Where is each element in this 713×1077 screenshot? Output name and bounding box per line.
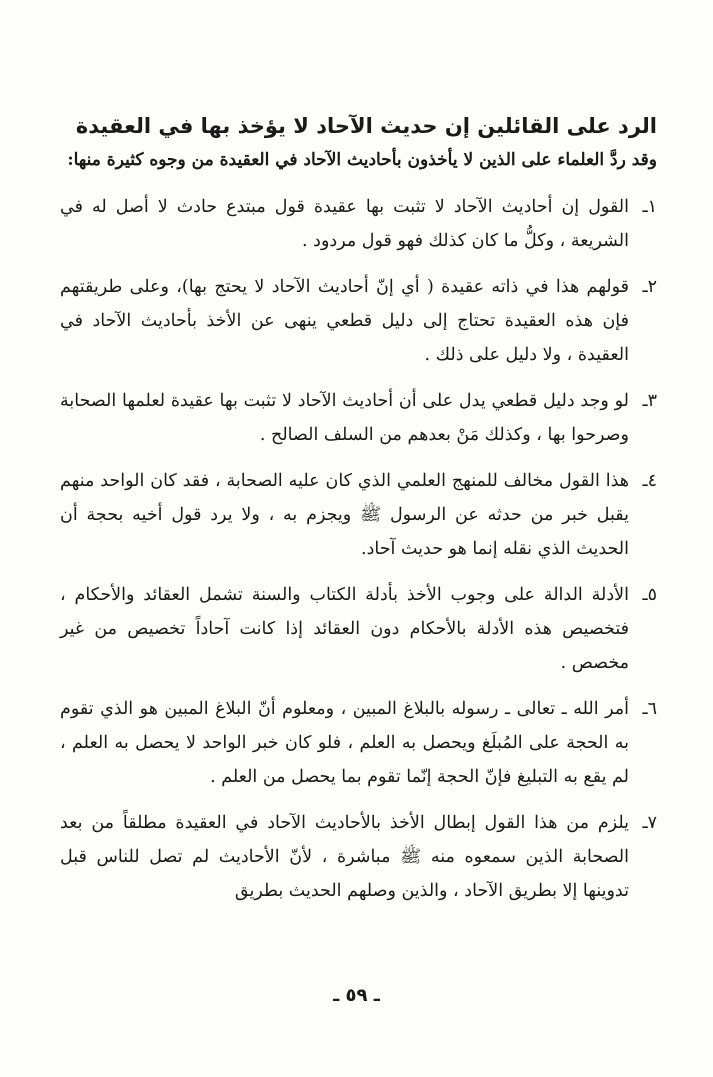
item-number: ٥ـ [642, 585, 657, 605]
list-item [60, 464, 657, 566]
list-item [60, 384, 657, 452]
item-number: ٣ـ [642, 391, 657, 411]
item-number: ٢ـ [642, 277, 657, 297]
item-text: لو وجد دليل قطعي يدل على أن أحاديث الآحاد لا تثبت بها عقيدة لعلمها الصحابة وصرحوا بها ، وكذلك مَنْ بعدهم من السلف الصالح . [60, 391, 629, 445]
item-text: أمر الله ـ تعالى ـ رسوله بالبلاغ المبين ، ومعلوم أنّ البلاغ المبين هو الذي تقوم به الحجة على المُبلَغ ويحصل به العلم ، فلو كان خبر الواحد لا يحصل به العلم ، لم يقع به التبليغ فإنّ الحجة إنّما تقوم بما يحصل من العلم . [60, 699, 629, 787]
item-number: ٦ـ [642, 699, 657, 719]
list-item [60, 190, 657, 258]
item-number: ٤ـ [642, 471, 657, 491]
item-text: الأدلة الدالة على وجوب الأخذ بأدلة الكتاب والسنة تشمل العقائد والأحكام ، فتخصيص هذه الأدلة بالأحكام دون العقائد إذا كانت آحاداً تخصيص من غير مخصص . [60, 585, 629, 673]
argument-list [60, 190, 657, 908]
item-text: القول إن أحاديث الآحاد لا تثبت بها عقيدة قول مبتدع حادث لا أصل له في الشريعة ، وكلُّ ما كان كذلك فهو قول مردود . [60, 197, 629, 251]
item-text: يلزم من هذا القول إبطال الأخذ بالأحاديث الآحاد في العقيدة مطلقاً من بعد الصحابة الذين سمعوه منه ﷺ مباشرة ، لأنّ الأحاديث لم تصل للناس قبل تدوينها إلا بطريق الآحاد ، والذين وصلهم الحديث بطريق [60, 813, 629, 901]
list-item [60, 692, 657, 794]
item-number: ٧ـ [642, 813, 657, 833]
item-number: ١ـ [642, 197, 657, 217]
item-text: هذا القول مخالف للمنهج العلمي الذي كان عليه الصحابة ، فقد كان الواحد منهم يقبل خبر من حدثه عن الرسول ﷺ ويجزم به ، ولا يرد قول أخيه بحجة أن الحديث الذي نقله إنما هو حديث آحاد. [60, 471, 629, 559]
page-number: ـ ٥٩ ـ [333, 985, 380, 1006]
page-content [60, 108, 657, 920]
list-item [60, 806, 657, 908]
list-item [60, 270, 657, 372]
list-item [60, 578, 657, 680]
section-heading: الرد على القائلين إن حديث الآحاد لا يؤخذ بها في العقيدة [75, 114, 657, 138]
intro-paragraph: وقد ردَّ العلماء على الذين لا يأخذون بأحاديث الآحاد في العقيدة من وجوه كثيرة منها: [67, 150, 657, 170]
item-text: قولهم هذا في ذاته عقيدة ( أي إنّ أحاديث الآحاد لا يحتج بها)، وعلى طريقتهم فإن هذه العقيدة تحتاج إلى دليل قطعي ينهى عن الأخذ بأحاديث الآحاد في العقيدة ، ولا دليل على ذلك . [60, 277, 629, 365]
